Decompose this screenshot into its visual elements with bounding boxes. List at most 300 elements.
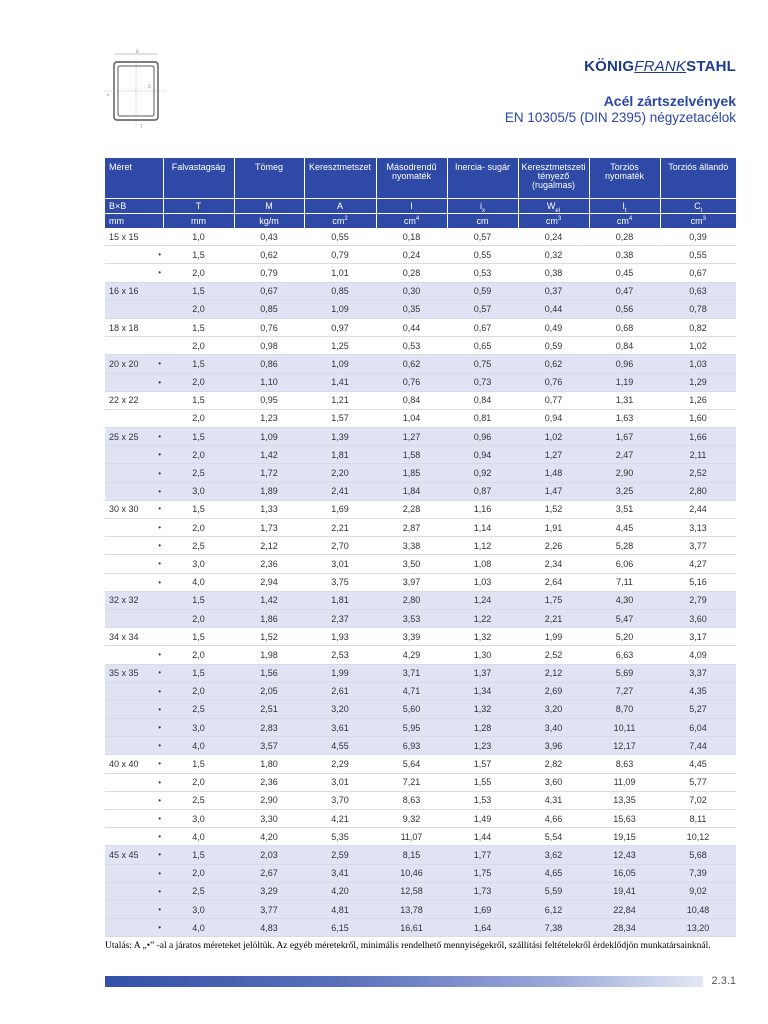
- table-cell: 1,44: [447, 828, 518, 846]
- table-cell: 5,69: [589, 664, 660, 682]
- brand-logo: [584, 58, 736, 75]
- table-cell: 3,96: [518, 737, 589, 755]
- table-cell: 5,16: [660, 573, 736, 591]
- table-cell: 0,56: [589, 300, 660, 318]
- table-cell: 1,25: [304, 337, 376, 355]
- table-row: [105, 446, 736, 464]
- table-cell: 0,65: [447, 337, 518, 355]
- table-cell: 8,15: [376, 846, 447, 864]
- table-cell: 3,40: [518, 719, 589, 737]
- table-cell: 2,12: [518, 664, 589, 682]
- table-cell: 1,08: [447, 555, 518, 573]
- table-cell: 0,96: [447, 428, 518, 446]
- table-cell: 1,03: [447, 573, 518, 591]
- table-cell: 1,58: [376, 446, 447, 464]
- table-cell: 0,32: [518, 246, 589, 264]
- table-cell: 2,5: [163, 537, 234, 555]
- table-cell: 4,30: [589, 591, 660, 609]
- table-cell: 0,44: [376, 318, 447, 336]
- table-cell: 5,60: [376, 700, 447, 718]
- table-cell: 2,67: [234, 864, 304, 882]
- table-cell: 2,11: [660, 446, 736, 464]
- common-size-dot: •: [158, 504, 161, 514]
- table-cell: 3,70: [304, 791, 376, 809]
- table-row: [105, 409, 736, 427]
- table-cell: 1,23: [447, 737, 518, 755]
- column-symbol: A: [304, 199, 376, 214]
- table-cell: 7,38: [518, 919, 589, 937]
- table-cell: 0,38: [589, 246, 660, 264]
- table-cell: 0,77: [518, 391, 589, 409]
- table-cell: 2,90: [589, 464, 660, 482]
- table-cell: 0,30: [376, 282, 447, 300]
- size-cell: [105, 828, 163, 846]
- common-size-dot: •: [158, 832, 161, 842]
- table-cell: 6,63: [589, 646, 660, 664]
- common-size-dot: •: [158, 686, 161, 696]
- table-cell: 1,85: [376, 464, 447, 482]
- table-cell: 1,5: [163, 500, 234, 518]
- footer-bar: [105, 976, 703, 987]
- table-cell: 0,76: [234, 318, 304, 336]
- table-cell: 1,14: [447, 519, 518, 537]
- table-row: [105, 882, 736, 900]
- table-cell: 1,55: [447, 773, 518, 791]
- table-cell: 1,93: [304, 628, 376, 646]
- size-cell: [105, 228, 163, 246]
- table-cell: 1,22: [447, 609, 518, 627]
- table-cell: 1,09: [304, 355, 376, 373]
- common-size-dot: •: [158, 431, 161, 441]
- table-row: [105, 591, 736, 609]
- table-cell: 0,53: [447, 264, 518, 282]
- common-size-dot: •: [158, 268, 161, 278]
- table-row: [105, 900, 736, 918]
- table-cell: 4,83: [234, 919, 304, 937]
- table-body: [105, 228, 736, 937]
- table-row: [105, 755, 736, 773]
- table-row: [105, 282, 736, 300]
- table-cell: 0,18: [376, 228, 447, 246]
- common-size-dot: •: [158, 723, 161, 733]
- table-cell: 0,37: [518, 282, 589, 300]
- table-cell: 0,95: [234, 391, 304, 409]
- table-row: [105, 373, 736, 391]
- column-unit: $cm^4$: [376, 214, 447, 229]
- table-cell: 0,85: [304, 282, 376, 300]
- table-cell: 2,5: [163, 700, 234, 718]
- table-cell: 3,61: [304, 719, 376, 737]
- table-cell: 0,84: [447, 391, 518, 409]
- table-row: [105, 864, 736, 882]
- unit-superscript: 3: [557, 215, 562, 222]
- table-cell: 9,32: [376, 810, 447, 828]
- table-cell: 1,41: [304, 373, 376, 391]
- table-cell: 3,71: [376, 664, 447, 682]
- table-cell: 9,02: [660, 882, 736, 900]
- svg-text:B: B: [136, 49, 139, 54]
- table-cell: 15,63: [589, 810, 660, 828]
- column-unit: mm: [163, 214, 234, 229]
- table-cell: 7,21: [376, 773, 447, 791]
- table-row: [105, 573, 736, 591]
- table-cell: 3,20: [304, 700, 376, 718]
- table-cell: 3,77: [660, 537, 736, 555]
- table-row: [105, 464, 736, 482]
- column-unit: kg/m: [234, 214, 304, 229]
- table-cell: 0,45: [589, 264, 660, 282]
- table-cell: 0,79: [304, 246, 376, 264]
- table-cell: 8,11: [660, 810, 736, 828]
- common-size-dot: •: [158, 358, 161, 368]
- table-cell: 1,30: [447, 646, 518, 664]
- table-cell: 1,23: [234, 409, 304, 427]
- table-cell: 4,21: [304, 810, 376, 828]
- table-cell: 19,15: [589, 828, 660, 846]
- table-cell: 2,0: [163, 519, 234, 537]
- table-cell: 8,70: [589, 700, 660, 718]
- table-cell: 0,59: [447, 282, 518, 300]
- table-cell: 1,19: [589, 373, 660, 391]
- size-cell: [105, 900, 163, 918]
- table-cell: 0,24: [376, 246, 447, 264]
- table-cell: 1,5: [163, 318, 234, 336]
- table-cell: 1,27: [376, 428, 447, 446]
- table-cell: 3,53: [376, 609, 447, 627]
- table-cell: 0,79: [234, 264, 304, 282]
- table-cell: 0,49: [518, 318, 589, 336]
- size-cell: [105, 719, 163, 737]
- table-cell: 7,39: [660, 864, 736, 882]
- column-symbol: I: [376, 199, 447, 214]
- symbol-subscript: x: [482, 207, 485, 214]
- table-cell: 0,44: [518, 300, 589, 318]
- table-cell: 0,53: [376, 337, 447, 355]
- table-cell: 2,36: [234, 773, 304, 791]
- table-cell: 1,99: [304, 664, 376, 682]
- common-size-dot: •: [158, 923, 161, 933]
- column-header: Torziós állandó: [660, 158, 736, 199]
- table-cell: 1,49: [447, 810, 518, 828]
- table-cell: 3,62: [518, 846, 589, 864]
- table-cell: 1,53: [447, 791, 518, 809]
- table-row: [105, 482, 736, 500]
- table-row: [105, 846, 736, 864]
- table-row: [105, 700, 736, 718]
- table-cell: 10,46: [376, 864, 447, 882]
- table-cell: 2,34: [518, 555, 589, 573]
- table-cell: 3,0: [163, 482, 234, 500]
- size-cell: [105, 464, 163, 482]
- table-cell: 2,36: [234, 555, 304, 573]
- table-row: [105, 228, 736, 246]
- column-header: Tömeg: [234, 158, 304, 199]
- table-cell: 0,28: [376, 264, 447, 282]
- table-cell: 4,09: [660, 646, 736, 664]
- table-cell: 3,75: [304, 573, 376, 591]
- common-size-dot: •: [158, 523, 161, 533]
- table-cell: 2,29: [304, 755, 376, 773]
- table-cell: 2,28: [376, 500, 447, 518]
- svg-text:x: x: [107, 92, 110, 97]
- size-cell: [105, 337, 163, 355]
- table-cell: 4,55: [304, 737, 376, 755]
- table-cell: 0,62: [234, 246, 304, 264]
- table-cell: 1,5: [163, 355, 234, 373]
- size-cell: [105, 919, 163, 937]
- table-cell: 0,57: [447, 228, 518, 246]
- table-cell: 0,85: [234, 300, 304, 318]
- column-symbol: B×B: [105, 199, 163, 214]
- size-cell: [105, 773, 163, 791]
- table-cell: 0,67: [660, 264, 736, 282]
- table-cell: 0,92: [447, 464, 518, 482]
- svg-text:D: D: [148, 84, 152, 89]
- table-cell: 3,29: [234, 882, 304, 900]
- table-cell: 1,64: [447, 919, 518, 937]
- table-cell: 3,01: [304, 773, 376, 791]
- column-unit: $cm^3$: [660, 214, 736, 229]
- table-cell: 1,02: [518, 428, 589, 446]
- table-cell: 1,26: [660, 391, 736, 409]
- page-title: Acél zártszelvények: [603, 93, 736, 109]
- unit-row: [105, 214, 736, 229]
- table-cell: 1,63: [589, 409, 660, 427]
- table-cell: 4,66: [518, 810, 589, 828]
- table-cell: 1,60: [660, 409, 736, 427]
- table-cell: 0,98: [234, 337, 304, 355]
- size-cell: [105, 391, 163, 409]
- table-cell: 0,28: [589, 228, 660, 246]
- table-cell: 1,03: [660, 355, 736, 373]
- table-cell: 1,28: [447, 719, 518, 737]
- table-cell: 7,27: [589, 682, 660, 700]
- table-cell: 7,02: [660, 791, 736, 809]
- table-cell: 6,04: [660, 719, 736, 737]
- table-cell: 2,0: [163, 446, 234, 464]
- table-cell: 5,28: [589, 537, 660, 555]
- table-cell: 0,55: [660, 246, 736, 264]
- brand-part-frank: FRANK: [634, 58, 687, 75]
- table-cell: 1,5: [163, 846, 234, 864]
- table-cell: 1,89: [234, 482, 304, 500]
- column-unit: $cm^4$: [589, 214, 660, 229]
- table-cell: 28,34: [589, 919, 660, 937]
- common-size-dot: •: [158, 886, 161, 896]
- table-cell: 1,91: [518, 519, 589, 537]
- size-cell: [105, 519, 163, 537]
- table-cell: 1,5: [163, 755, 234, 773]
- table-cell: 0,84: [589, 337, 660, 355]
- size-value: 30 x 30: [109, 504, 139, 515]
- table-cell: 0,43: [234, 228, 304, 246]
- table-cell: 1,02: [660, 337, 736, 355]
- table-cell: 4,31: [518, 791, 589, 809]
- symbol-row: [105, 199, 736, 214]
- table-cell: 5,27: [660, 700, 736, 718]
- table-cell: 1,99: [518, 628, 589, 646]
- column-header: Keresztmetszet: [304, 158, 376, 199]
- column-unit: $cm^3$: [518, 214, 589, 229]
- table-row: [105, 519, 736, 537]
- table-cell: 1,86: [234, 609, 304, 627]
- table-cell: 1,09: [304, 300, 376, 318]
- table-cell: 5,35: [304, 828, 376, 846]
- table-cell: 8,63: [376, 791, 447, 809]
- table-cell: 0,67: [447, 318, 518, 336]
- table-cell: 1,04: [376, 409, 447, 427]
- table-cell: 2,90: [234, 791, 304, 809]
- table-cell: 2,94: [234, 573, 304, 591]
- table-cell: 5,47: [589, 609, 660, 627]
- table-cell: 2,05: [234, 682, 304, 700]
- svg-text:T: T: [140, 124, 143, 129]
- table-cell: 2,20: [304, 464, 376, 482]
- table-cell: 0,39: [660, 228, 736, 246]
- table-cell: 1,75: [518, 591, 589, 609]
- table-cell: 3,0: [163, 900, 234, 918]
- table-cell: 13,78: [376, 900, 447, 918]
- table-cell: 0,68: [589, 318, 660, 336]
- table-cell: 0,55: [447, 246, 518, 264]
- table-cell: 0,78: [660, 300, 736, 318]
- table-cell: 12,43: [589, 846, 660, 864]
- size-value: 18 x 18: [109, 322, 139, 333]
- table-cell: 10,48: [660, 900, 736, 918]
- size-cell: [105, 700, 163, 718]
- table-cell: 3,30: [234, 810, 304, 828]
- size-cell: [105, 573, 163, 591]
- table-cell: 2,51: [234, 700, 304, 718]
- column-header: Méret: [105, 158, 163, 199]
- table-cell: 2,5: [163, 882, 234, 900]
- table-cell: 1,01: [304, 264, 376, 282]
- table-cell: 3,97: [376, 573, 447, 591]
- table-cell: 2,12: [234, 537, 304, 555]
- size-cell: [105, 646, 163, 664]
- common-size-dot: •: [158, 577, 161, 587]
- table-cell: 1,39: [304, 428, 376, 446]
- table-cell: 1,84: [376, 482, 447, 500]
- common-size-dot: •: [158, 650, 161, 660]
- table-cell: 0,73: [447, 373, 518, 391]
- table-cell: 1,48: [518, 464, 589, 482]
- table-cell: 2,79: [660, 591, 736, 609]
- table-cell: 0,67: [234, 282, 304, 300]
- table-cell: 1,5: [163, 391, 234, 409]
- column-header: Másodrendű nyomaték: [376, 158, 447, 199]
- table-cell: 1,27: [518, 446, 589, 464]
- table-row: [105, 646, 736, 664]
- common-size-dot: •: [158, 905, 161, 915]
- table-cell: 0,75: [447, 355, 518, 373]
- table-cell: 2,52: [518, 646, 589, 664]
- table-cell: 8,63: [589, 755, 660, 773]
- table-cell: 4,27: [660, 555, 736, 573]
- table-cell: 3,60: [660, 609, 736, 627]
- table-cell: 1,80: [234, 755, 304, 773]
- table-cell: 1,72: [234, 464, 304, 482]
- table-cell: 4,0: [163, 737, 234, 755]
- table-row: [105, 355, 736, 373]
- size-value: 16 x 16: [109, 286, 139, 297]
- table-cell: 1,66: [660, 428, 736, 446]
- column-header: Keresztmetszeti tényező (rugalmas): [518, 158, 589, 199]
- table-cell: 4,0: [163, 919, 234, 937]
- table-cell: 0,57: [447, 300, 518, 318]
- table-cell: 0,38: [518, 264, 589, 282]
- table-cell: 2,82: [518, 755, 589, 773]
- table-cell: 2,61: [304, 682, 376, 700]
- table-cell: 2,5: [163, 791, 234, 809]
- common-size-dot: •: [158, 668, 161, 678]
- table-cell: 4,20: [304, 882, 376, 900]
- table-cell: 3,13: [660, 519, 736, 537]
- table-row: [105, 828, 736, 846]
- table-cell: 3,17: [660, 628, 736, 646]
- table-cell: 19,41: [589, 882, 660, 900]
- table-cell: 3,51: [589, 500, 660, 518]
- size-cell: [105, 537, 163, 555]
- table-cell: 16,05: [589, 864, 660, 882]
- size-cell: [105, 555, 163, 573]
- table-cell: 6,93: [376, 737, 447, 755]
- common-size-dot: •: [158, 777, 161, 787]
- size-cell: [105, 864, 163, 882]
- table-cell: 1,32: [447, 628, 518, 646]
- common-size-dot: •: [158, 849, 161, 859]
- table-cell: 4,45: [589, 519, 660, 537]
- table-cell: 1,42: [234, 591, 304, 609]
- table-cell: 2,5: [163, 464, 234, 482]
- table-cell: 0,94: [518, 409, 589, 427]
- common-size-dot: •: [158, 486, 161, 496]
- table-cell: 2,03: [234, 846, 304, 864]
- table-cell: 2,0: [163, 864, 234, 882]
- table-cell: 2,47: [589, 446, 660, 464]
- table-cell: 2,69: [518, 682, 589, 700]
- size-cell: [105, 591, 163, 609]
- size-cell: [105, 318, 163, 336]
- table-cell: 4,71: [376, 682, 447, 700]
- table-cell: 1,69: [447, 900, 518, 918]
- column-header: Inercia- sugár: [447, 158, 518, 199]
- size-cell: [105, 664, 163, 682]
- table-cell: 4,45: [660, 755, 736, 773]
- table-cell: 3,0: [163, 555, 234, 573]
- size-cell: [105, 682, 163, 700]
- table-cell: 0,86: [234, 355, 304, 373]
- table-cell: 0,84: [376, 391, 447, 409]
- table-cell: 1,57: [447, 755, 518, 773]
- page-number: 2.3.1: [711, 975, 736, 987]
- table-row: [105, 337, 736, 355]
- table-cell: 1,12: [447, 537, 518, 555]
- brand-part-konig: KÖNIG: [584, 58, 635, 75]
- table-row: [105, 609, 736, 627]
- table-cell: 10,11: [589, 719, 660, 737]
- symbol-subscript: t: [624, 207, 627, 214]
- common-size-dot: •: [158, 250, 161, 260]
- table-cell: 2,41: [304, 482, 376, 500]
- column-symbol: M: [234, 199, 304, 214]
- table-row: [105, 810, 736, 828]
- table-cell: 2,0: [163, 773, 234, 791]
- table-cell: 5,68: [660, 846, 736, 864]
- table-cell: 2,44: [660, 500, 736, 518]
- column-symbol: T: [163, 199, 234, 214]
- size-cell: [105, 755, 163, 773]
